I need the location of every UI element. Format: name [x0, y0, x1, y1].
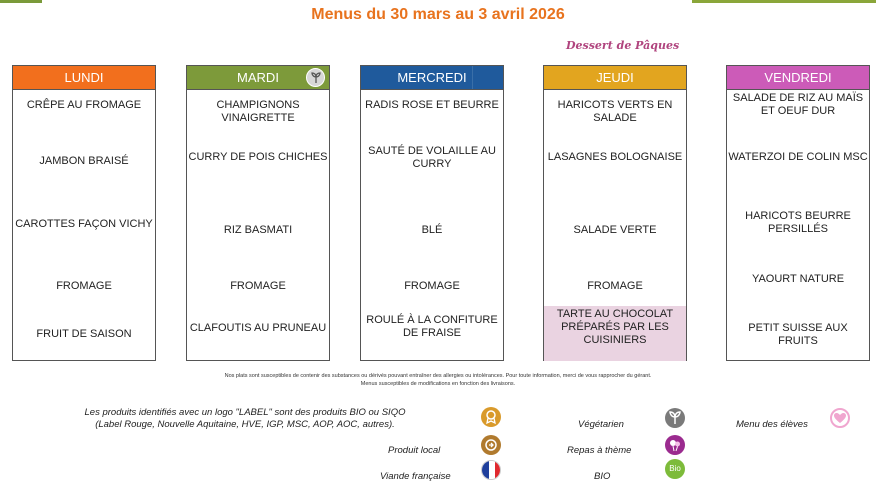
menu-item: JAMBON BRAISÉ	[39, 155, 129, 167]
theme-legend-label: Repas à thème	[567, 445, 632, 456]
day-menu-mardi	[186, 89, 330, 361]
menu-item: CURRY DE POIS CHICHES	[188, 151, 328, 163]
day-header-jeudi: JEUDI	[543, 65, 687, 89]
menu-item: CAROTTES FAÇON VICHY	[15, 218, 153, 230]
day-column-mardi	[186, 65, 330, 361]
heart-icon	[830, 408, 850, 428]
menu-item: LASAGNES BOLOGNAISE	[547, 151, 683, 163]
day-menu-jeudi	[543, 89, 687, 361]
allergen-note-line: Menus susceptibles de modifications en fonction des livraisons.	[360, 381, 516, 387]
menu-item: FROMAGE	[404, 280, 460, 292]
day-column-mercredi	[360, 65, 504, 361]
menu-item: CHAMPIGNONS VINAIGRETTE	[216, 99, 300, 124]
allergen-note-line: Nos plats sont susceptibles de contenir des substances ou dérivés pouvant entraîner des allergies ou intolérances. Pour toute information, merci de vous rapprocher du gérant.	[224, 373, 652, 379]
day-header-mardi	[186, 65, 330, 89]
day-name: MERCREDI	[397, 70, 467, 85]
french-flag-icon	[481, 460, 501, 480]
vegetarian-legend-label: Végétarien	[578, 419, 624, 430]
menu-item: RADIS ROSE ET BEURRE	[365, 99, 499, 111]
theme-meal-icon	[665, 435, 685, 455]
menu-item: RIZ BASMATI	[223, 224, 293, 236]
bio-legend-label: BIO	[594, 471, 611, 482]
menu-item: SAUTÉ DE VOLAILLE AU CURRY	[368, 145, 496, 170]
day-column-lundi	[12, 65, 156, 361]
header-tab-divider	[472, 66, 503, 89]
students-menu-legend-label: Menu des élèves	[736, 419, 808, 430]
bio-icon: Bio	[665, 459, 685, 479]
label-legend-line: (Label Rouge, Nouvelle Aquitaine, HVE, IGP, MSC, AOP, AOC, autres).	[95, 419, 395, 430]
day-menu-vendredi	[726, 89, 870, 361]
easter-dessert-item: TARTE AU CHOCOLAT PRÉPARÉS PAR LES CUISINIERS	[544, 306, 686, 361]
menu-item: CLAFOUTIS AU PRUNEAU	[189, 322, 327, 334]
menu-item: SALADE DE RIZ AU MAÏS ET OEUF DUR	[732, 92, 864, 117]
day-menu-mercredi	[360, 89, 504, 361]
menu-item: FROMAGE	[56, 280, 112, 292]
allergen-notes	[0, 372, 876, 388]
label-icon	[481, 407, 501, 427]
menu-item: FROMAGE	[587, 280, 643, 292]
easter-dessert-note: Dessert de Pâques	[566, 39, 680, 52]
top-left-accent	[0, 0, 42, 3]
vegetarian-icon	[665, 408, 685, 428]
label-legend-line: Les produits identifiés avec un logo "LABEL" sont des produits BIO ou SIQO	[84, 407, 406, 418]
day-header-lundi: LUNDI	[12, 65, 156, 89]
day-name: MARDI	[237, 70, 279, 85]
menu-item: SALADE VERTE	[573, 224, 657, 236]
day-column-vendredi	[726, 65, 870, 361]
local-product-icon	[481, 435, 501, 455]
label-legend-text	[60, 407, 430, 431]
vegetarian-icon	[306, 68, 325, 87]
day-menu-lundi	[12, 89, 156, 361]
menu-item: HARICOTS VERTS EN SALADE	[557, 99, 673, 124]
menu-item: PETIT SUISSE AUX FRUITS	[748, 322, 848, 347]
menu-item: ROULÉ À LA CONFITURE DE FRAISE	[366, 314, 498, 339]
menu-item: YAOURT NATURE	[751, 273, 845, 285]
french-meat-legend-label: Viande française	[380, 471, 451, 482]
local-legend-label: Produit local	[388, 445, 441, 456]
day-header-vendredi: VENDREDI	[726, 65, 870, 89]
menu-item: WATERZOI DE COLIN MSC	[728, 151, 868, 163]
menu-item: HARICOTS BEURRE PERSILLÉS	[745, 210, 851, 235]
day-header-mercredi	[360, 65, 504, 89]
menu-item: CRÊPE AU FROMAGE	[26, 99, 142, 111]
day-column-jeudi	[543, 65, 687, 361]
menu-item: FROMAGE	[230, 280, 286, 292]
page-title: Menus du 30 mars au 3 avril 2026	[311, 6, 565, 23]
top-right-accent	[692, 0, 876, 3]
menu-item: FRUIT DE SAISON	[36, 328, 132, 340]
menu-item: BLÉ	[421, 224, 443, 236]
